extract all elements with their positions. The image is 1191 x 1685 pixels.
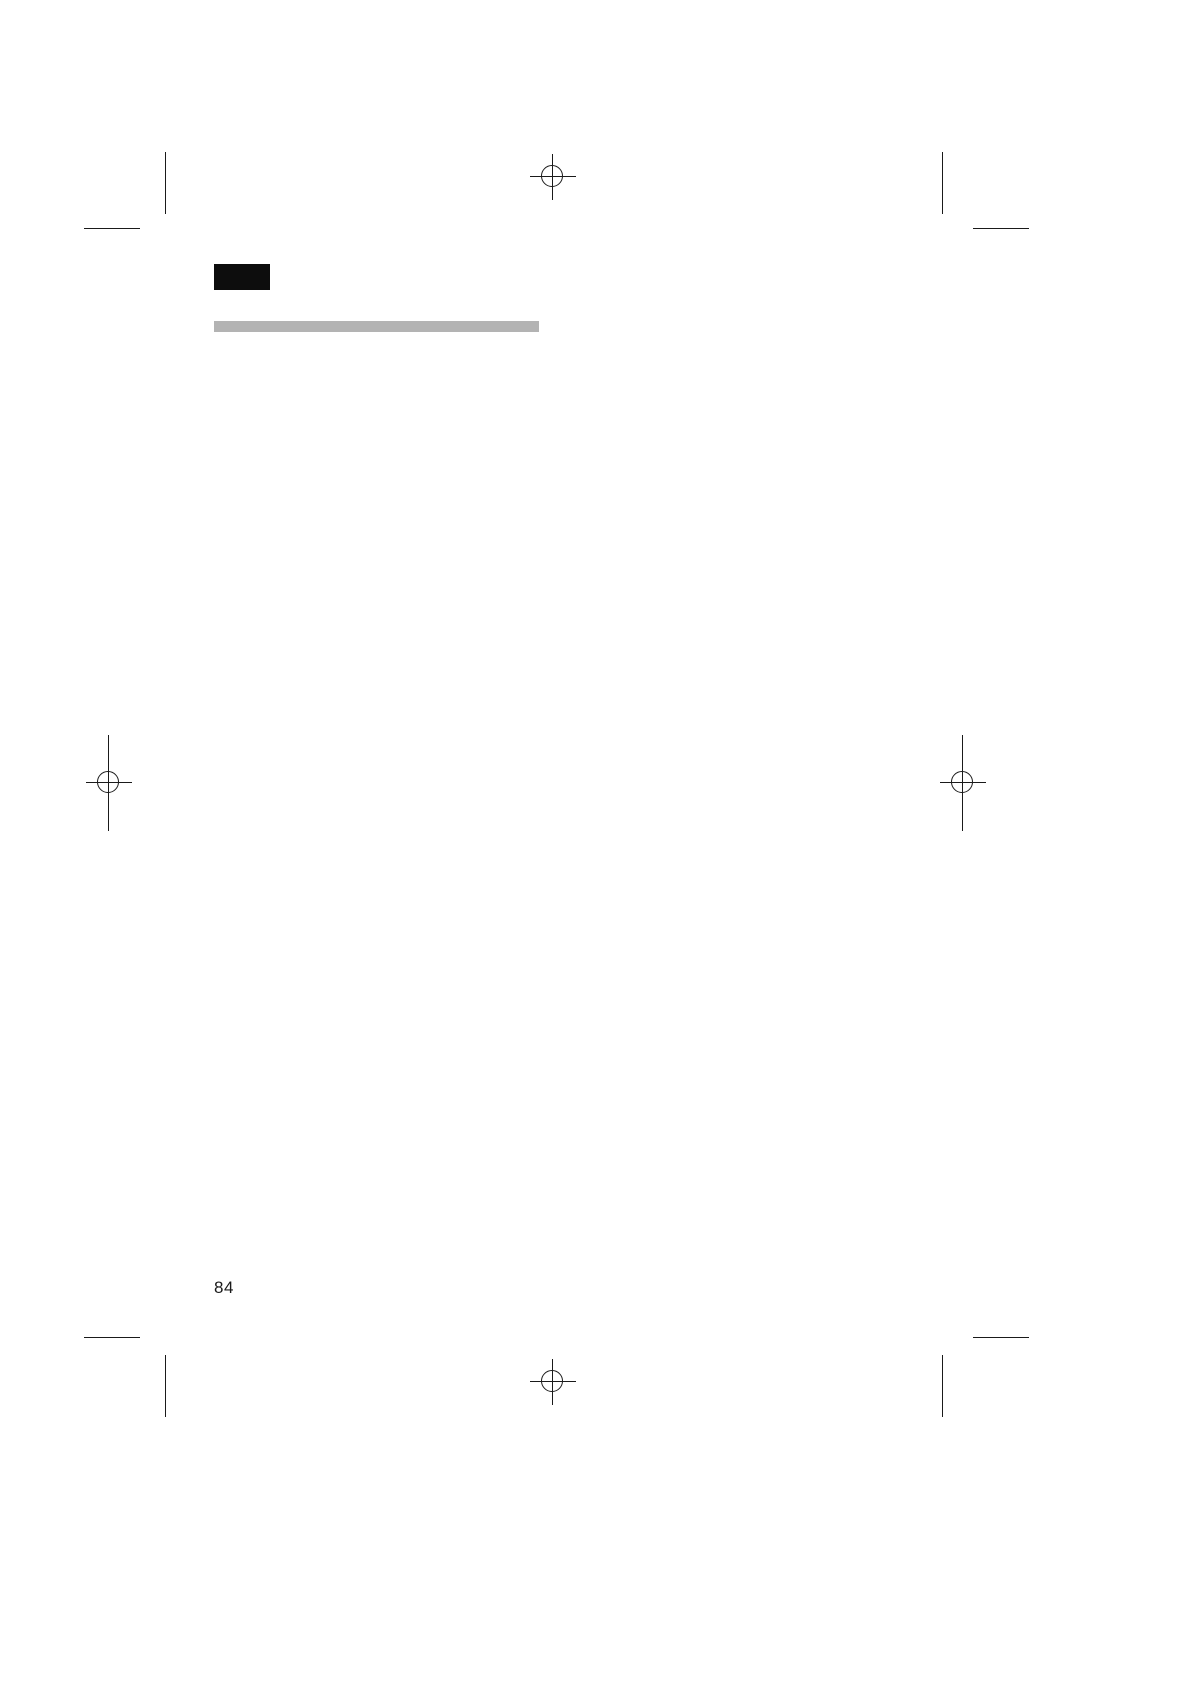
crop-mark-top-left-horizontal bbox=[84, 228, 140, 229]
crop-mark-bottom-left-vertical bbox=[165, 1355, 166, 1417]
registration-mark-left bbox=[86, 760, 132, 806]
crop-mark-top-left-vertical bbox=[165, 152, 166, 214]
crop-mark-bottom-left-horizontal bbox=[84, 1337, 140, 1338]
registration-mark-bottom bbox=[530, 1359, 576, 1405]
crop-mark-top-right-horizontal bbox=[973, 228, 1029, 229]
crop-mark-bottom-right-horizontal bbox=[973, 1337, 1029, 1338]
registration-mark-top bbox=[530, 154, 576, 200]
body-text-area bbox=[214, 355, 954, 1235]
chapter-tab bbox=[214, 264, 270, 290]
page-number: 84 bbox=[214, 1278, 234, 1297]
heading-rule bbox=[214, 321, 539, 332]
crop-mark-top-right-vertical bbox=[942, 152, 943, 214]
crop-mark-bottom-right-vertical bbox=[942, 1355, 943, 1417]
